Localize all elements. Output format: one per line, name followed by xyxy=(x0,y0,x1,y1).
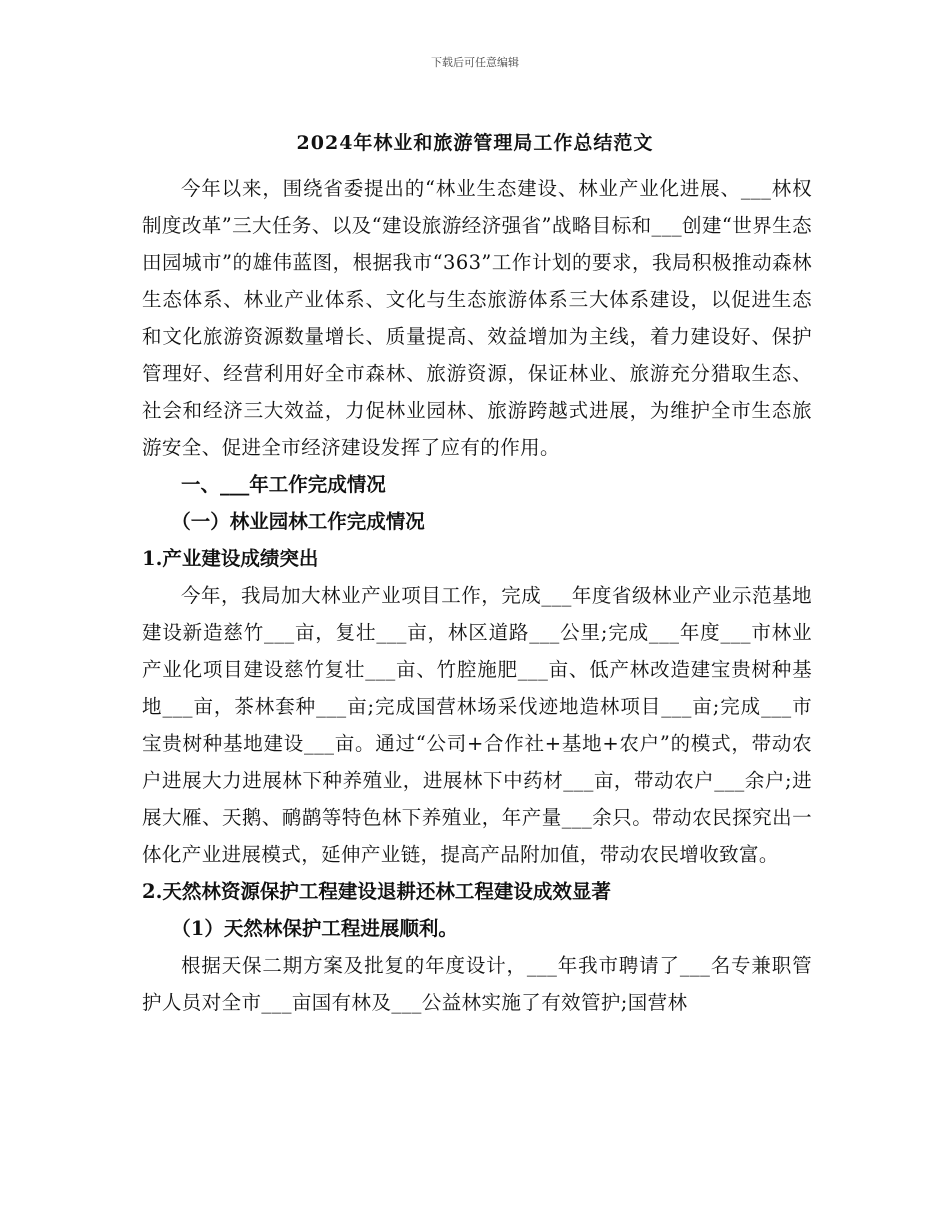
industry-paragraph: 今年，我局加大林业产业项目工作，完成___年度省级林业产业示范基地建设新造慈竹___亩，复壮___亩，林区道路___公里;完成___年度___市林业产业化项目建设慈竹复壮___亩、竹腔施肥___亩、低产林改造建宝贵树种基地___亩，茶林套种___亩;完成国营林场采伐迹地造林项目___亩;完成___市宝贵树种基地建设___亩。通过“公司+合作社+基地+农户”的模式，带动农户进展大力进展林下种养殖业，进展林下中药材___亩，带动农户___余户;进展大雁、天鹅、鸸鹋等特色林下养殖业，年产量___余只。带动农民探究出一体化产业进展模式，延伸产业链，提高产品附加值，带动农民增收致富。 xyxy=(142,584,812,866)
document-body xyxy=(142,170,812,1021)
subsection-heading: （一）林业园林工作完成情况 xyxy=(171,510,425,533)
section-heading: 一、___年工作完成情况 xyxy=(181,473,386,496)
page-header: 下载后可任意编辑 xyxy=(431,56,519,69)
sub-item-heading: （1）天然林保护工程进展顺利。 xyxy=(171,917,458,940)
intro-paragraph: 今年以来，围绕省委提出的“林业生态建设、林业产业化进展、___林权制度改革”三大任务、以及“建设旅游经济强省”战略目标和___创建“世界生态田园城市”的雄伟蓝图，根据我市“363”工作计划的要求，我局积极推动森林生态体系、林业产业体系、文化与生态旅游体系三大体系建设，以促进生态和文化旅游资源数量增长、质量提高、效益增加为主线，着力建设好、保护管理好、经营利用好全市森林、旅游资源，保证林业、旅游充分猎取生态、社会和经济三大效益，力促林业园林、旅游跨越式进展，为维护全市生态旅游安全、促进全市经济建设发挥了应有的作用。 xyxy=(142,177,812,459)
document-title: 2024年林业和旅游管理局工作总结范文 xyxy=(296,132,654,154)
protection-paragraph: 根据天保二期方案及批复的年度设计，___年我市聘请了___名专兼职管护人员对全市___亩国有林及___公益林实施了有效管护;国营林 xyxy=(142,954,812,1014)
item-heading: 1.产业建设成绩突出 xyxy=(142,547,319,570)
item-heading-2: 2.天然林资源保护工程建设退耕还林工程建设成效显著 xyxy=(142,880,611,903)
